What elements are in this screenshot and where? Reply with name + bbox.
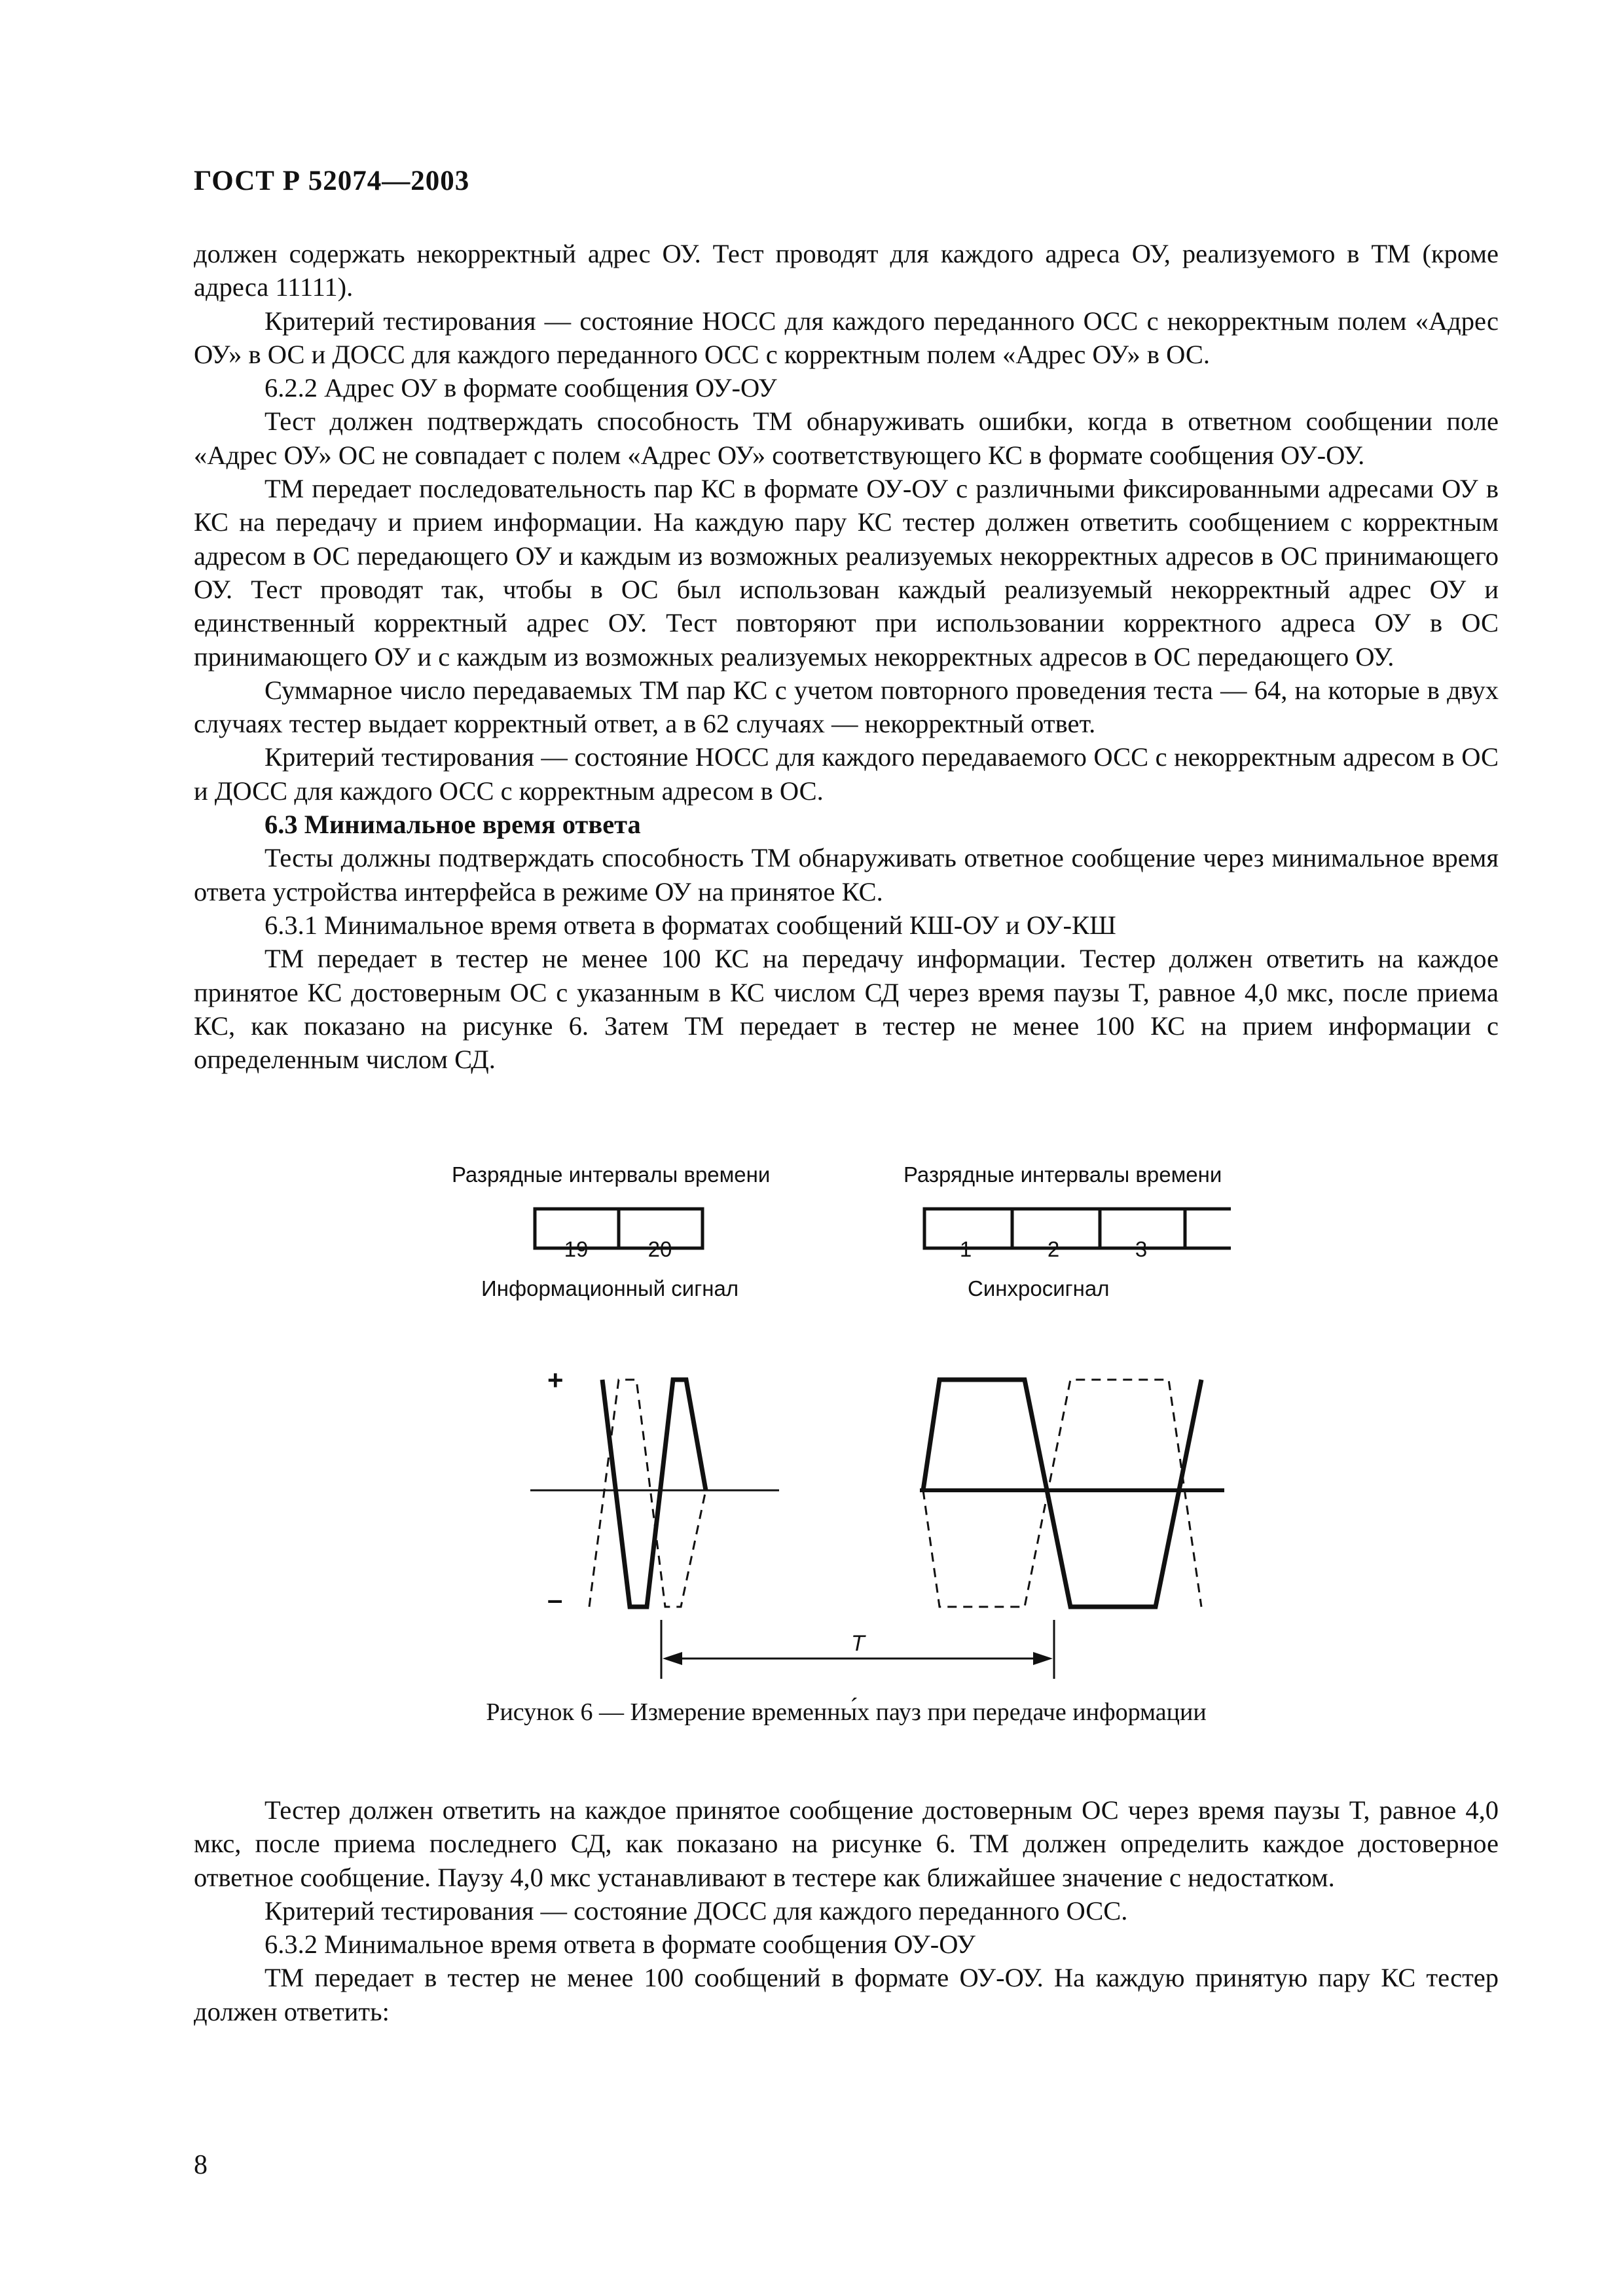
t-interval-label: T (851, 1631, 865, 1656)
left-bit-intervals-title: Разрядные интервалы времени (452, 1162, 771, 1187)
bit-cell-3: 3 (1135, 1237, 1148, 1261)
paragraph: ТМ передает в тестер не менее 100 сообщений в формате ОУ-ОУ. На каждую принятую пару КС тестер должен ответить: (194, 1963, 1499, 2026)
paragraph: Критерий тестирования — состояние НОСС для каждого передаваемого ОСС с некорректным адресом в ОС и ДОСС для каждого ОСС с корректным адресом в ОС. (194, 742, 1499, 806)
right-bit-intervals-title: Разрядные интервалы времени (903, 1162, 1222, 1187)
plus-sign: + (547, 1365, 564, 1395)
t-dimension (661, 1620, 1054, 1679)
left-bit-boxes (535, 1209, 702, 1248)
bit-cell-19: 19 (564, 1237, 589, 1261)
paragraph: Суммарное число передаваемых ТМ пар КС с учетом повторного проведения теста — 64, на которые в двух случаях тестер выдает корректный ответ, а в 62 случаях — некорректный ответ. (194, 675, 1499, 739)
paragraph: должен содержать некорректный адрес ОУ. Тест проводят для каждого адреса ОУ, реализуемого в ТМ (кроме адреса 11111). (194, 239, 1499, 302)
right-bit-boxes (924, 1209, 1231, 1248)
figure-caption: Рисунок 6 — Измерение временны́х пауз при передаче информации (486, 1698, 1207, 1726)
bit-cell-20: 20 (647, 1237, 672, 1261)
document-header: ГОСТ Р 52074—2003 (194, 166, 470, 196)
section-heading-bold: 6.3 Минимальное время ответа (264, 810, 641, 840)
paragraph: ТМ передает в тестер не менее 100 КС на передачу информации. Тестер должен ответить на каждое принятое КС достоверным ОС с указанным в КС числом СД через время паузы T, равное 4,0 мкс, после приема КС, как показано на рисунке 6. Затем ТМ передает в тестер не менее 100 КС на прием информации с определенным числом СД. (194, 944, 1499, 1075)
paragraph: Тесты должны подтверждать способность ТМ обнаруживать ответное сообщение через минимальное время ответа устройства интерфейса в режиме ОУ на принятое КС. (194, 843, 1499, 906)
paragraph: Тест должен подтверждать способность ТМ обнаруживать ошибки, когда в ответном сообщении поле «Адрес ОУ» ОС не совпадает с полем «Адрес ОУ» соответствующего КС в формате сообщения ОУ-ОУ. (194, 406, 1499, 470)
page-number: 8 (194, 2150, 208, 2180)
paragraph: ТМ передает последовательность пар КС в формате ОУ-ОУ с различными фиксированными адресами ОУ в КС на передачу и прием информации. На каждую пару КС тестер должен ответить сообщением с корректным адресом в ОС передающего ОУ и каждым из возможных реализуемых некорректных адресов в ОС принимающего ОУ. Тест проводят так, чтобы в ОС был использован каждый реализуемый некорректный адрес ОУ и единственный корректный адрес ОУ. Тест повторяют при использовании корректного адреса ОУ в ОС принимающего ОУ и с каждым из возможных реализуемых некорректных адресов в ОС передающего ОУ. (194, 474, 1499, 672)
paragraph: Критерий тестирования — состояние ДОСС для каждого переданного ОСС. (264, 1895, 1128, 1926)
sync-signal-solid (923, 1380, 1201, 1607)
bit-cell-2: 2 (1047, 1237, 1060, 1261)
section-heading: 6.3.1 Минимальное время ответа в форматах сообщений КШ-ОУ и ОУ-КШ (264, 910, 1116, 940)
paragraph: Критерий тестирования — состояние НОСС для каждого переданного ОСС с некорректным полем «Адрес ОУ» в ОС и ДОСС для каждого переданного ОСС с корректным полем «Адрес ОУ» в ОС. (194, 306, 1499, 369)
information-signal-label: Информационный сигнал (481, 1276, 739, 1300)
minus-sign: – (547, 1584, 563, 1615)
sync-signal-label: Синхросигнал (968, 1276, 1110, 1300)
body-text-bottom (194, 1793, 1499, 2028)
section-heading: 6.2.2 Адрес ОУ в формате сообщения ОУ-ОУ (264, 373, 777, 403)
section-heading: 6.3.2 Минимальное время ответа в формате сообщения ОУ-ОУ (264, 1929, 976, 1960)
bit-cell-1: 1 (959, 1237, 972, 1261)
information-signal-solid (602, 1380, 706, 1607)
paragraph: Тестер должен ответить на каждое принятое сообщение достоверным ОС через время паузы T, равное 4,0 мкс, после приема последнего СД, как показано на рисунке 6. ТМ должен определить каждое достоверное ответное сообщение. Паузу 4,0 мкс устанавливают в тестере как ближайшее значение с недостатком. (194, 1795, 1499, 1892)
